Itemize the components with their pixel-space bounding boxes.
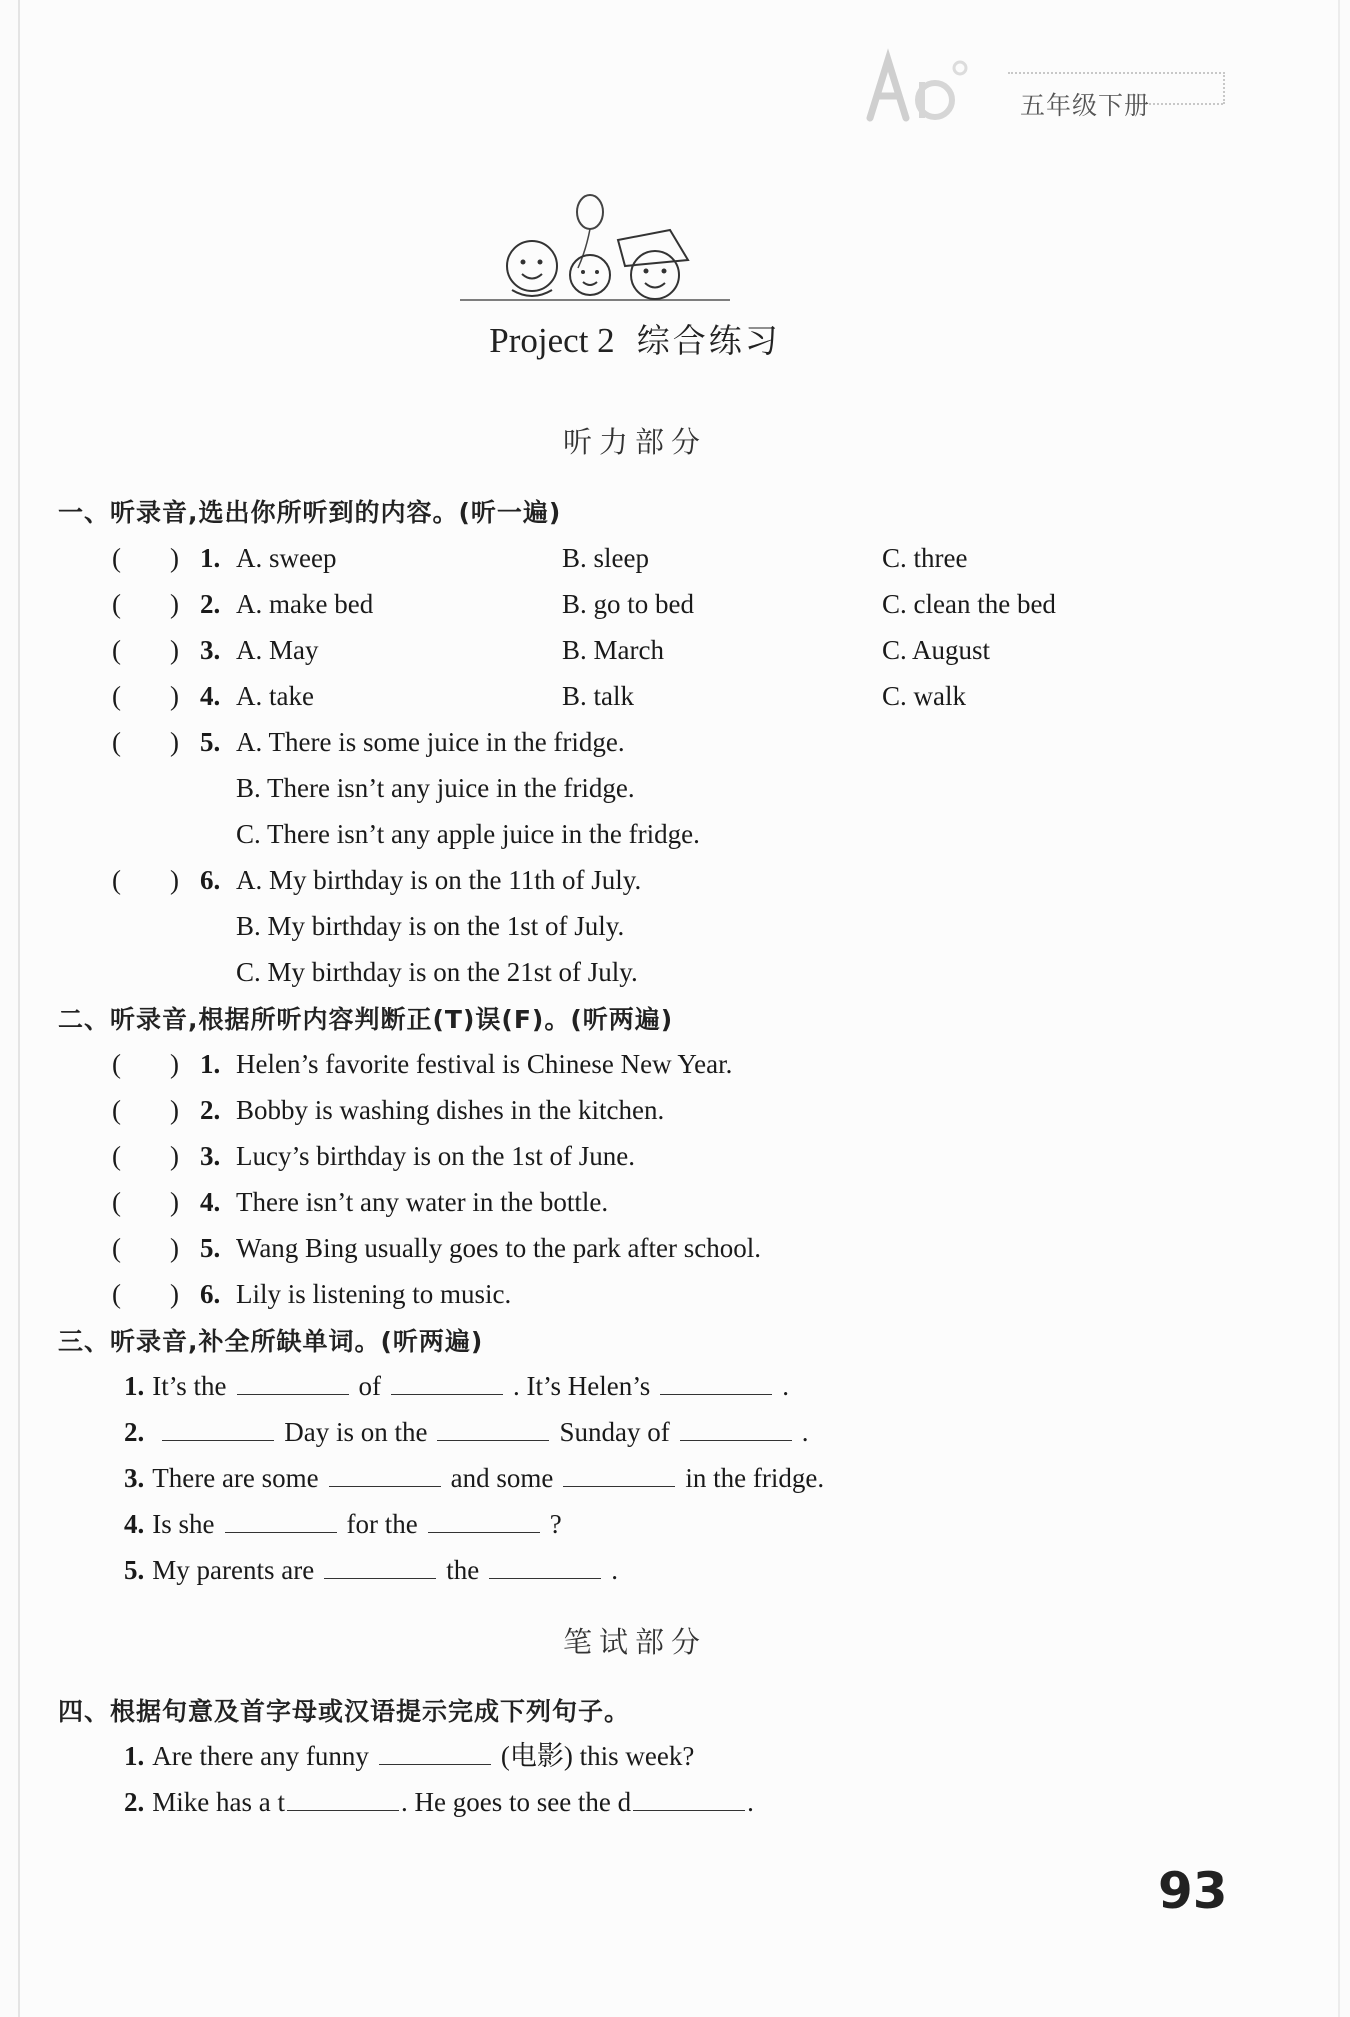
part1-item-5-option-b: B. There isn’t any juice in the fridge. <box>236 773 635 803</box>
fill-blank[interactable] <box>437 1412 549 1441</box>
fill-blank[interactable] <box>660 1366 772 1395</box>
part1-item-6-option-c: C. My birthday is on the 21st of July. <box>236 957 638 987</box>
fill-blank[interactable] <box>237 1366 349 1395</box>
fill-blank[interactable] <box>489 1550 601 1579</box>
children-illustration <box>460 190 730 305</box>
fill-blank[interactable] <box>162 1412 274 1441</box>
answer-blank[interactable]: ) <box>170 865 179 895</box>
fill-blank[interactable] <box>391 1366 503 1395</box>
part2-heading: 二、听录音,根据所听内容判断正(T)误(F)。(听两遍) <box>58 1005 674 1034</box>
answer-blank[interactable]: ) <box>170 1095 179 1125</box>
answer-blank[interactable]: ) <box>170 681 179 711</box>
part3-heading: 三、听录音,补全所缺单词。(听两遍) <box>58 1327 484 1356</box>
fill-blank[interactable] <box>225 1504 337 1533</box>
grade-label: 五年级下册 <box>1020 91 1151 120</box>
part1-item-6-option-b: B. My birthday is on the 1st of July. <box>236 911 625 941</box>
fill-blank[interactable] <box>680 1412 792 1441</box>
answer-blank[interactable]: ) <box>170 1233 179 1263</box>
fill-blank[interactable] <box>287 1782 399 1811</box>
ab-logo-icon <box>860 48 980 128</box>
part1-heading: 一、听录音,选出你所听到的内容。(听一遍) <box>58 498 562 527</box>
part3-item-5: 5. My parents are the . <box>124 1550 618 1590</box>
part1-item-5-option-c: C. There isn’t any apple juice in the fridge. <box>236 819 700 849</box>
fill-blank[interactable] <box>329 1458 441 1487</box>
answer-blank[interactable]: ) <box>170 589 179 619</box>
part4-item-1: 1. Are there any funny (电影) this week? <box>124 1736 694 1776</box>
answer-blank[interactable]: ) <box>170 635 179 665</box>
fill-blank[interactable] <box>633 1782 745 1811</box>
listening-section-title: 听力部分 <box>562 425 707 459</box>
answer-blank[interactable]: ) <box>170 727 179 757</box>
part4-item-2: 2. Mike has a t . He goes to see the d . <box>124 1782 754 1822</box>
part3-item-2: 2. Day is on the Sunday of . <box>124 1412 808 1452</box>
page-number: 93 <box>1158 1862 1228 1920</box>
fill-blank[interactable] <box>428 1504 540 1533</box>
answer-blank[interactable]: ) <box>170 1049 179 1079</box>
answer-blank[interactable]: ) <box>170 543 179 573</box>
page-title: Project 2 综合练习 <box>489 321 781 360</box>
fill-blank[interactable] <box>379 1736 491 1765</box>
fill-blank[interactable] <box>563 1458 675 1487</box>
answer-blank[interactable]: ) <box>170 1279 179 1309</box>
writing-section-title: 笔试部分 <box>562 1625 707 1659</box>
fill-blank[interactable] <box>324 1550 436 1579</box>
part3-item-1: 1. It’s the of . It’s Helen’s . <box>124 1366 789 1406</box>
part4-heading: 四、根据句意及首字母或汉语提示完成下列句子。 <box>58 1697 631 1726</box>
answer-blank[interactable]: ) <box>170 1187 179 1217</box>
header-rule-2 <box>1140 103 1223 105</box>
answer-blank[interactable]: ) <box>170 1141 179 1171</box>
part3-item-3: 3. There are some and some in the fridge. <box>124 1458 824 1498</box>
part3-item-4: 4. Is she for the ? <box>124 1504 562 1544</box>
